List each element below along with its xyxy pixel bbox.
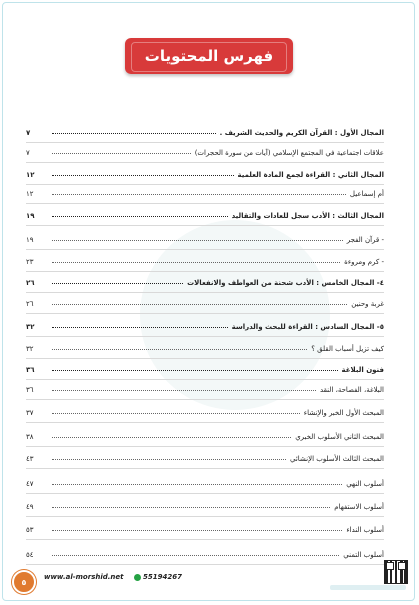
- toc-entry-title: المبحث الأول الخبر والإنشاء: [303, 409, 384, 417]
- toc-entry-row: [26, 477, 384, 491]
- toc-entry-row: [26, 406, 384, 420]
- toc-section-row: [26, 320, 384, 334]
- toc-entry-title: أسلوب النهي: [346, 480, 384, 488]
- row-divider: [26, 399, 384, 400]
- toc-page-number: ٤٣: [26, 455, 34, 463]
- toc-page-number: ٢٦: [26, 300, 34, 308]
- row-divider: [26, 184, 384, 185]
- toc-section-row: [26, 126, 384, 140]
- toc-page-number: ٥٤: [26, 551, 34, 559]
- toc-entry-title: المجال الثالث : الأدب سجل للعادات والتقاليد: [231, 212, 384, 220]
- toc-entry-row: [26, 297, 384, 311]
- toc-entry-title: المجال الثاني : القراءة لجمع المادة العلمية: [237, 171, 384, 179]
- dot-leader: [52, 370, 338, 371]
- row-divider: [26, 292, 384, 293]
- toc-page-number: ٣٦: [26, 366, 35, 374]
- dot-leader: [52, 283, 183, 284]
- toc-entry-title: كيف تزيل أسباب القلق ؟: [311, 345, 384, 353]
- row-divider: [26, 379, 384, 380]
- toc-page-number: ٢٦: [26, 279, 35, 287]
- toc-entry-title: فنون البلاغة: [341, 366, 384, 374]
- toc-entry-title: المجال الأول : القرآن الكريم والحديث الشريف .: [219, 129, 384, 137]
- dot-leader: [52, 413, 300, 414]
- qr-caption-strip: [330, 585, 406, 590]
- toc-page-number: ١٩: [26, 236, 34, 244]
- toc-entry-title: المبحث الثاني الأسلوب الخبري: [295, 433, 384, 441]
- phone-contact: [134, 573, 182, 581]
- qr-code-icon[interactable]: [384, 560, 408, 584]
- row-divider: [26, 249, 384, 250]
- dot-leader: [52, 507, 330, 508]
- row-divider: [26, 162, 384, 163]
- toc-entry-row: [26, 187, 384, 201]
- toc-entry-title: ٥- المجال السادس : القراءة للبحث والدراسة: [231, 323, 384, 331]
- row-divider: [26, 468, 384, 469]
- toc-page-number: ١٢: [26, 171, 35, 179]
- toc-entry-row: [26, 548, 384, 562]
- toc-section-row: [26, 276, 384, 290]
- dot-leader: [52, 304, 347, 305]
- toc-entry-row: [26, 233, 384, 247]
- toc-page-number: ٢٣: [26, 258, 34, 266]
- row-divider: [26, 358, 384, 359]
- dot-leader: [52, 175, 234, 176]
- dot-leader: [52, 530, 342, 531]
- toc-entry-row: [26, 452, 384, 466]
- row-divider: [26, 493, 384, 494]
- dot-leader: [52, 194, 346, 195]
- toc-entry-row: [26, 255, 384, 269]
- dot-leader: [52, 133, 216, 134]
- toc-entry-title: أسلوب الاستفهام: [334, 503, 384, 511]
- toc-page-number: ١٢: [26, 190, 34, 198]
- toc-entry-row: [26, 523, 384, 537]
- toc-entry-title: أم إسماعيل: [349, 190, 384, 198]
- toc-entry-title: غربة وحنين: [351, 300, 384, 308]
- website-link[interactable]: www.al-morshid.net: [44, 573, 124, 581]
- dot-leader: [52, 459, 286, 460]
- dot-leader: [52, 216, 228, 217]
- toc-page-number: ٣٢: [26, 345, 34, 353]
- row-divider: [26, 539, 384, 540]
- dot-leader: [52, 555, 339, 556]
- row-divider: [26, 516, 384, 517]
- page-title-text: فهرس المحتويات: [144, 47, 274, 65]
- page-number: ٥: [21, 577, 27, 587]
- toc-page-number: ٣٦: [26, 386, 34, 394]
- toc-page-number: ٤٧: [26, 480, 34, 488]
- toc-entry-title: البلاغة، الفصاحة، النقد: [319, 386, 384, 394]
- row-divider: [26, 446, 384, 447]
- row-divider: [26, 271, 384, 272]
- row-divider: [26, 203, 384, 204]
- row-divider: [26, 422, 384, 423]
- dot-leader: [52, 437, 291, 438]
- toc-entry-row: [26, 146, 384, 160]
- toc-page-number: ٣٢: [26, 323, 35, 331]
- toc-entry-title: المبحث الثالث الأسلوب الإنشائي: [289, 455, 384, 463]
- toc-entry-title: علاقات اجتماعية في المجتمع الإسلامي (آيات من سورة الحجرات): [194, 149, 384, 157]
- dot-leader: [52, 484, 342, 485]
- dot-leader: [52, 262, 340, 263]
- toc-page-number: ١٩: [26, 212, 35, 220]
- toc-entry-title: - قرآن الفجر: [346, 236, 384, 244]
- page-title: [125, 38, 293, 74]
- toc-entry-row: [26, 430, 384, 444]
- toc-entry-title: - كرم ومروءة: [344, 258, 384, 266]
- toc-entry-title: أسلوب النداء: [346, 526, 384, 534]
- toc-entry-row: [26, 500, 384, 514]
- row-divider: [26, 564, 384, 565]
- toc-entry-title: أسلوب التمني: [343, 551, 384, 559]
- row-divider: [26, 313, 384, 314]
- toc-page-number: ٧: [26, 129, 31, 137]
- toc-section-row: [26, 168, 384, 182]
- toc-page-number: ٧: [26, 149, 30, 157]
- toc-page-number: ٣٨: [26, 433, 34, 441]
- toc-entry-title: ٤- المجال الخامس : الأدب شحنة من العواطف والانفعالات: [187, 279, 384, 287]
- whatsapp-icon: [134, 574, 141, 581]
- page-number-badge: [12, 570, 36, 594]
- dot-leader: [52, 390, 316, 391]
- toc-section-row: [26, 209, 384, 223]
- dot-leader: [52, 240, 343, 241]
- toc-section-row: [26, 363, 384, 377]
- toc-page-number: ٣٧: [26, 409, 34, 417]
- dot-leader: [52, 153, 191, 154]
- dot-leader: [52, 327, 228, 328]
- phone-number: 55194267: [143, 573, 182, 581]
- toc-page-number: ٤٩: [26, 503, 34, 511]
- toc-entry-row: [26, 342, 384, 356]
- row-divider: [26, 336, 384, 337]
- toc-entry-row: [26, 383, 384, 397]
- row-divider: [26, 225, 384, 226]
- toc-page-number: ٥٣: [26, 526, 34, 534]
- row-divider: [26, 142, 384, 143]
- dot-leader: [52, 349, 307, 350]
